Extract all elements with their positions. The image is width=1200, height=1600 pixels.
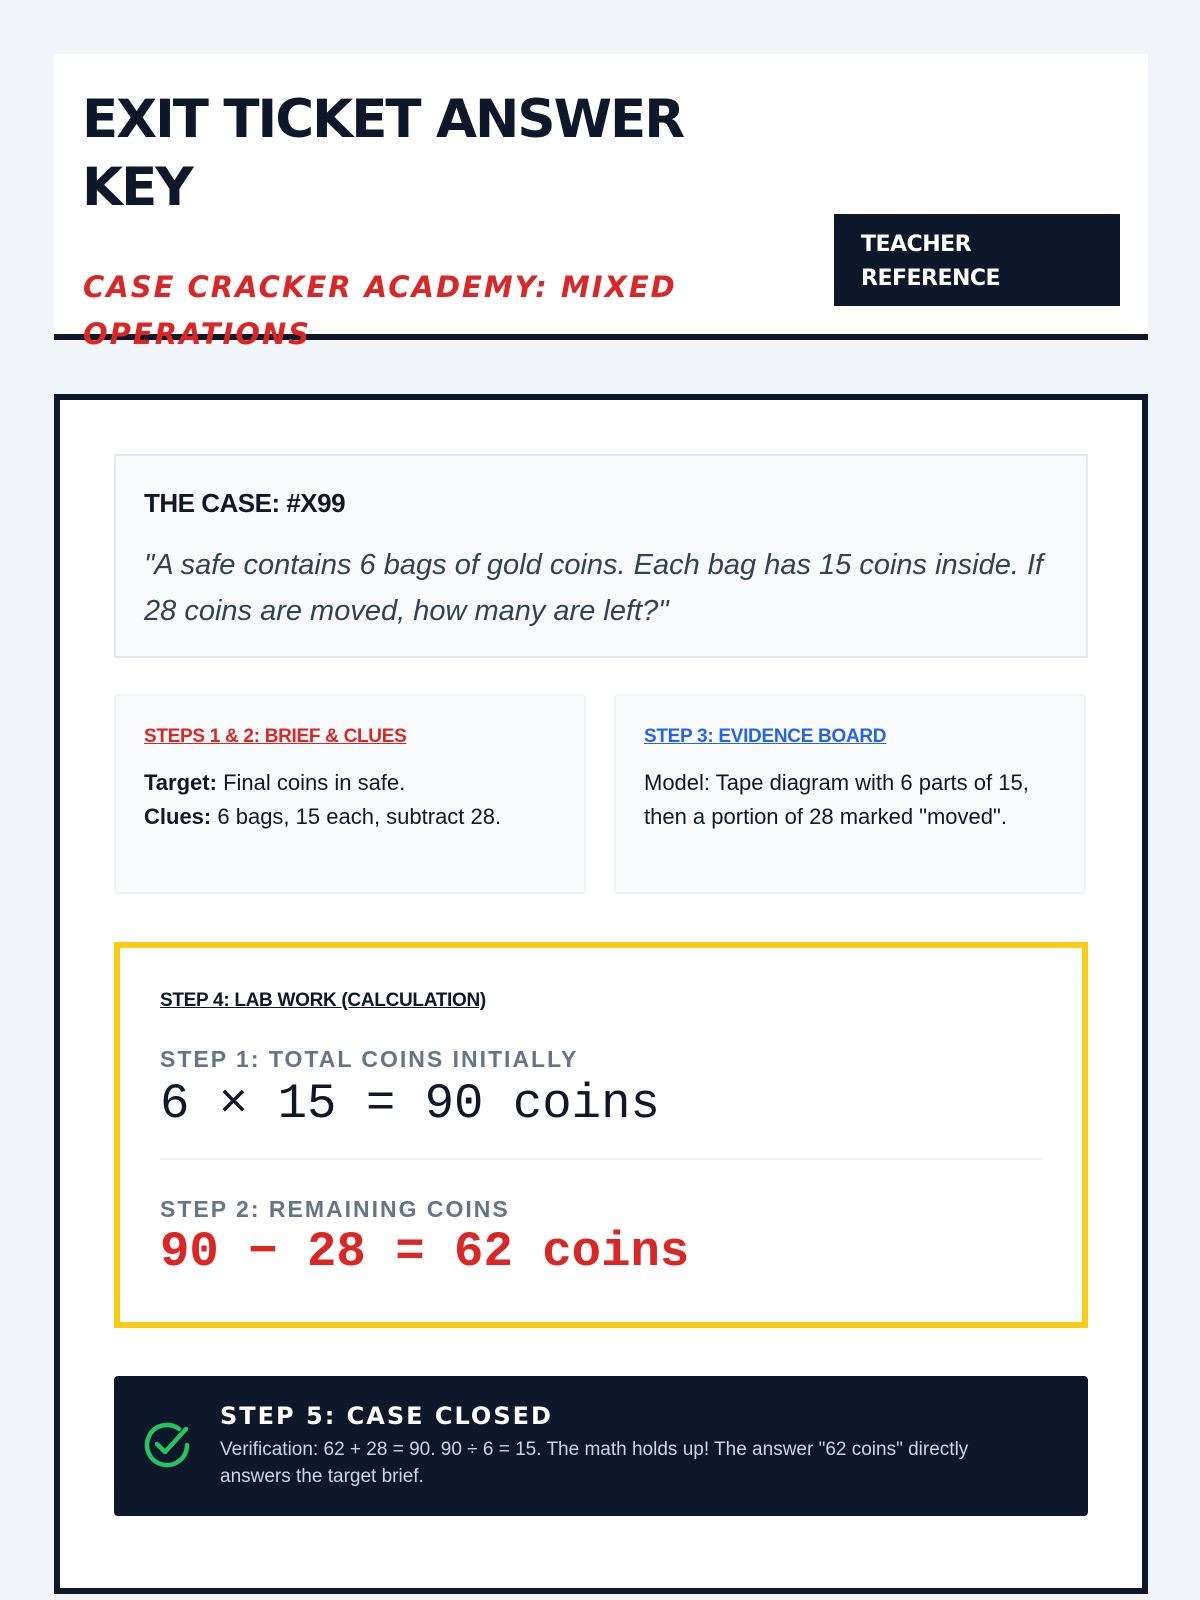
page-title: EXIT TICKET ANSWER KEY <box>82 89 684 218</box>
header-card <box>54 54 1148 351</box>
clues-line <box>144 800 564 834</box>
lab-work-box <box>114 942 1088 1328</box>
calc-step2-equation: 90 − 28 = 62 coins <box>160 1224 690 1280</box>
evidence-board-heading: STEP 3: EVIDENCE BOARD <box>644 726 887 747</box>
page-subtitle: CASE CRACKER ACADEMY: MIXED OPERATIONS <box>83 270 677 351</box>
case-title: THE CASE: #X99 <box>144 488 346 518</box>
brief-clues-card <box>114 694 586 894</box>
calc-step1-label: STEP 1: TOTAL COINS INITIALLY <box>160 1046 579 1072</box>
evidence-board-text: Model: Tape diagram with 6 parts of 15, then a portion of 28 marked "moved". <box>644 770 1029 829</box>
calc-step2-label: STEP 2: REMAINING COINS <box>160 1196 510 1222</box>
case-closed-box <box>114 1376 1088 1516</box>
clues-label: Clues: <box>144 804 212 829</box>
teacher-reference-badge: TEACHER REFERENCE <box>834 214 1120 306</box>
evidence-board-card <box>614 694 1086 894</box>
case-closed-title: STEP 5: CASE CLOSED <box>220 1402 553 1430</box>
target-text: Final coins in safe. <box>223 770 406 795</box>
check-circle-icon <box>140 1418 194 1472</box>
brief-clues-body <box>144 766 564 834</box>
target-label: Target: <box>144 770 217 795</box>
lab-work-heading: STEP 4: LAB WORK (CALCULATION) <box>160 990 486 1011</box>
target-line <box>144 766 564 800</box>
case-box <box>114 454 1088 658</box>
brief-clues-heading: STEPS 1 & 2: BRIEF & CLUES <box>144 726 407 747</box>
verification-text: Verification: 62 + 28 = 90. 90 ÷ 6 = 15. The math holds up! The answer "62 coins" directly answers the target brief. <box>220 1439 969 1487</box>
answer-key-frame <box>54 394 1148 1594</box>
calc-step1-equation: 6 × 15 = 90 coins <box>160 1076 660 1132</box>
calc-divider <box>160 1158 1042 1160</box>
case-problem-text: "A safe contains 6 bags of gold coins. Each bag has 15 coins inside. If 28 coins are moved, how many are left?" <box>144 549 1044 627</box>
clues-text: 6 bags, 15 each, subtract 28. <box>217 804 502 829</box>
